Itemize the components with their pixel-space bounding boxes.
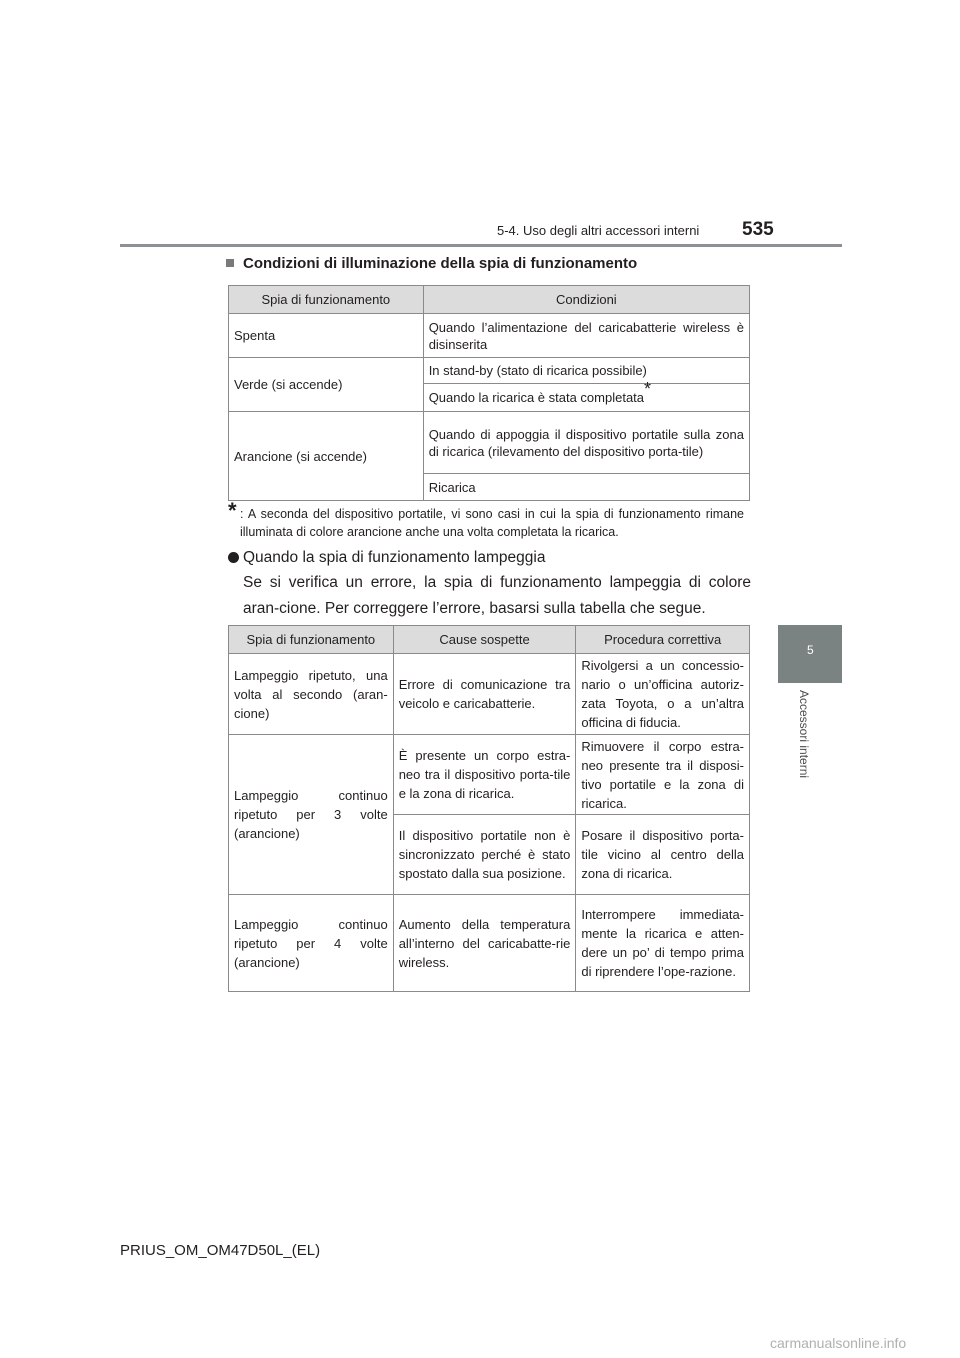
- table-row: [229, 314, 750, 358]
- table-header-row: [229, 626, 750, 654]
- cause-cell: Il dispositivo portatile non è sincronizzato perché è stato spostato dalla sua posizione.: [393, 815, 576, 895]
- condition-cell: Quando di appoggia il dispositivo portatile sulla zona di ricarica (rilevamento del dispositivo porta-tile): [423, 412, 749, 474]
- condition-cell: In stand-by (stato di ricarica possibile): [423, 358, 749, 384]
- footnote-text: : A seconda del dispositivo portatile, vi sono casi in cui la spia di funzionamento rimane illuminata di colore arancione anche una volta completata la ricarica.: [240, 507, 744, 539]
- state-cell: Lampeggio continuo ripetuto per 4 volte (arancione): [229, 895, 394, 992]
- condition-cell: Quando l’alimentazione del caricabatterie wireless è disinserita: [423, 314, 749, 358]
- chapter-number: 5: [807, 643, 814, 657]
- table-row: [229, 654, 750, 735]
- page-number: 535: [742, 219, 774, 240]
- table-row: [229, 412, 750, 474]
- column-header: Spia di funzionamento: [229, 626, 394, 654]
- table-row: [229, 895, 750, 992]
- chapter-title: Accessori interni: [797, 690, 811, 779]
- footnote-mark: *: [644, 378, 652, 399]
- column-header: Cause sospette: [393, 626, 576, 654]
- condition-cell: Ricarica: [423, 474, 749, 501]
- table-row: [229, 358, 750, 384]
- footnote: [228, 498, 744, 541]
- section-marker-icon: [226, 259, 234, 267]
- state-cell: Arancione (si accende): [229, 412, 424, 501]
- column-header: Spia di funzionamento: [229, 286, 424, 314]
- bullet-title: Quando la spia di funzionamento lampeggia: [243, 549, 546, 566]
- running-header: 5-4. Uso degli altri accessori interni: [497, 223, 700, 238]
- table-row: [229, 735, 750, 815]
- action-cell: Posare il dispositivo porta-tile vicino al centro della zona di ricarica.: [576, 815, 750, 895]
- header-rule: [120, 244, 842, 247]
- state-cell: Spenta: [229, 314, 424, 358]
- action-cell: Rivolgersi a un concessio-nario o un’officina autoriz-zata Toyota, o a un’altra officina di fiducia.: [576, 654, 750, 735]
- state-cell: Lampeggio continuo ripetuto per 3 volte (arancione): [229, 735, 394, 895]
- document-code: PRIUS_OM_OM47D50L_(EL): [120, 1242, 321, 1259]
- column-header: Condizioni: [423, 286, 749, 314]
- section-heading: Condizioni di illuminazione della spia di funzionamento: [243, 255, 638, 272]
- state-cell: Verde (si accende): [229, 358, 424, 412]
- watermark: carmanualsonline.info: [770, 1335, 907, 1351]
- bullet-icon: [228, 552, 239, 563]
- column-header: Procedura correttiva: [576, 626, 750, 654]
- condition-cell: [423, 378, 749, 412]
- status-table: [228, 285, 750, 501]
- chapter-tab: [778, 625, 842, 683]
- cause-cell: Errore di comunicazione tra veicolo e caricabatterie.: [393, 654, 576, 735]
- cause-cell: Aumento della temperatura all’interno del caricabatte-rie wireless.: [393, 895, 576, 992]
- action-cell: Interrompere immediata-mente la ricarica e atten-dere un po’ di tempo prima di riprendere l’ope-razione.: [576, 895, 750, 992]
- state-cell: Lampeggio ripetuto, una volta al secondo (aran-cione): [229, 654, 394, 735]
- condition-text: Quando la ricarica è stata completata: [428, 390, 645, 405]
- bullet-text: Se si verifica un errore, la spia di funzionamento lampeggia di colore aran-cione. Per correggere l’errore, basarsi sulla tabella che segue.: [243, 574, 751, 617]
- table-header-row: [229, 286, 750, 314]
- action-cell: Rimuovere il corpo estra-neo presente tra il disposi-tivo portatile e la zona di ricarica.: [576, 735, 750, 815]
- footnote-mark: *: [228, 498, 237, 523]
- cause-cell: È presente un corpo estra-neo tra il dispositivo porta-tile e la zona di ricarica.: [393, 735, 576, 815]
- flashing-table: [228, 625, 750, 992]
